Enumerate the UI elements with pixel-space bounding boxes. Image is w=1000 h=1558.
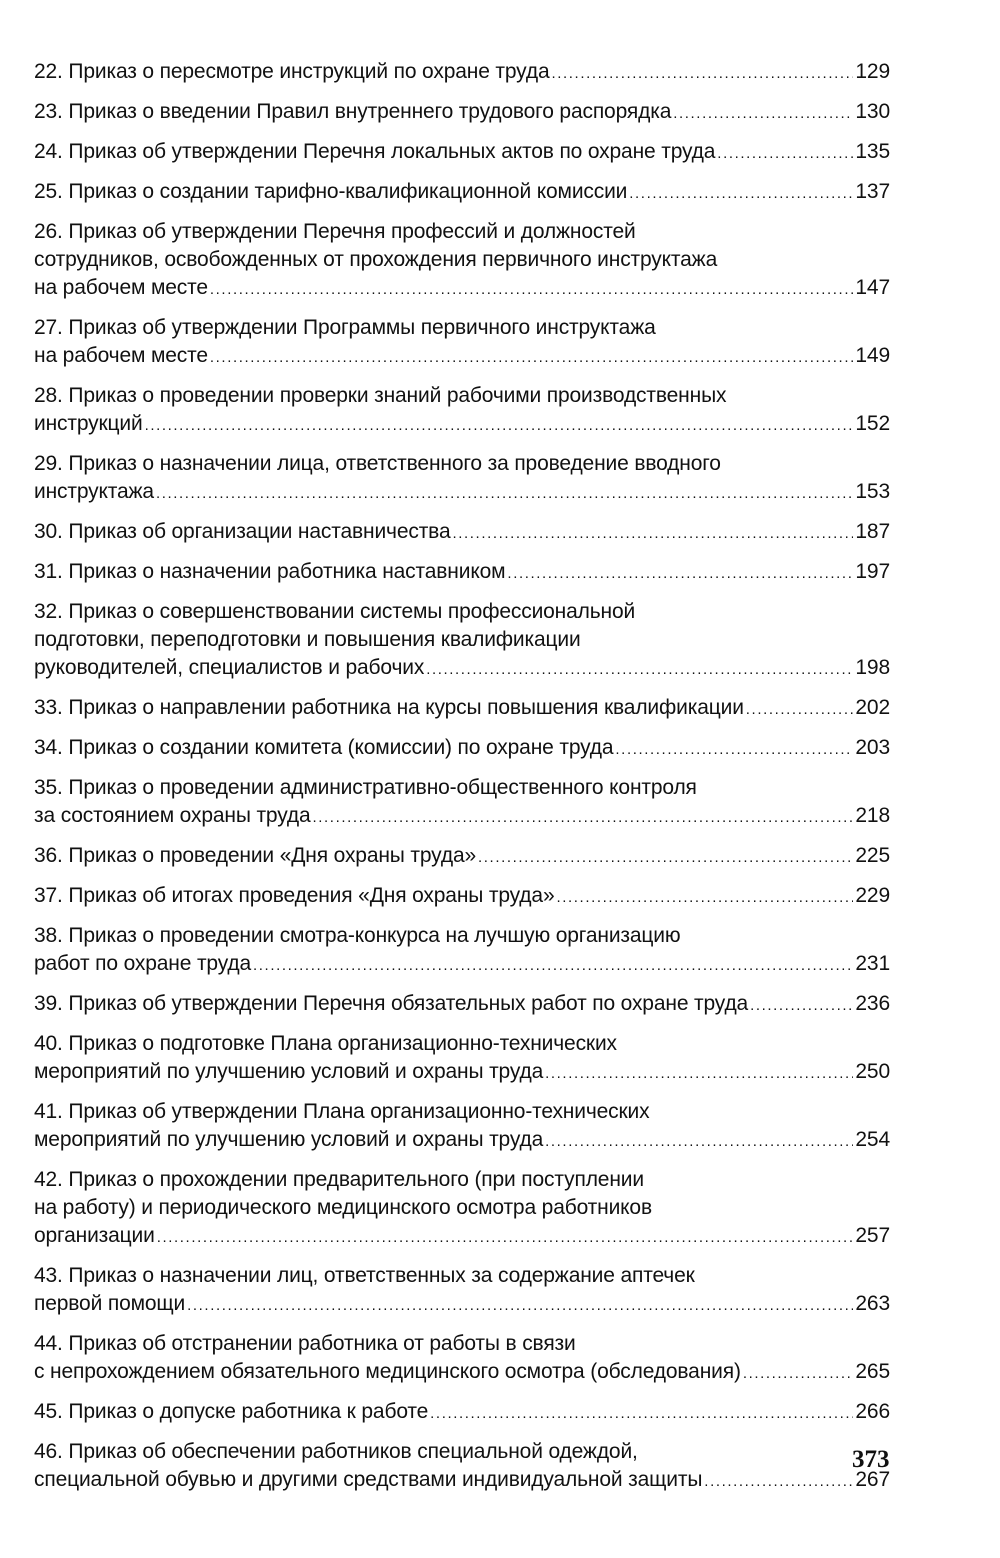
dot-leader [507,560,853,588]
toc-entry-title: мероприятий по улучшению условий и охраны труда [34,1128,544,1151]
toc-entry-last-line [34,950,890,980]
toc-entry-title: 25. Приказ о создании тарифно-квалификационной комиссии [34,180,628,203]
toc-entry-last-line [34,1466,890,1496]
toc-entry-last-line [34,1222,890,1252]
toc-entry-line: 43. Приказ о назначении лиц, ответственных за содержание аптечек [34,1264,695,1287]
toc-entry-title: первой помощи [34,1292,186,1315]
toc-entry [34,1098,890,1156]
toc-entry-line: 26. Приказ об утверждении Перечня профессий и должностей [34,220,636,243]
toc-entry-page: 257 [855,1224,890,1247]
toc-entry-title: с непрохождением обязательного медицинского осмотра (обследования) [34,1360,741,1383]
toc-entry-title: 22. Приказ о пересмотре инструкций по охране труда [34,60,550,83]
toc-entry-title: 24. Приказ об утверждении Перечня локальных актов по охране труда [34,140,716,163]
dot-leader [746,696,854,724]
dot-leader [478,844,853,872]
dot-leader [156,480,853,508]
toc-entry-page: 147 [855,276,890,299]
toc-entry-page: 197 [855,560,890,583]
toc-entry-page: 265 [855,1360,890,1383]
toc-entry-title: 34. Приказ о создании комитета (комиссии) по охране труда [34,736,614,759]
dot-leader [426,656,853,684]
toc-entry [34,382,890,440]
dot-leader [210,344,854,372]
toc-entry [34,1262,890,1320]
toc-entry-page: 263 [855,1292,890,1315]
toc-entry-last-line [34,1058,890,1088]
toc-entry-title: инструктажа [34,480,154,503]
dot-leader [717,140,853,168]
toc-entry-last-line [34,654,890,684]
toc-entry [34,178,890,208]
toc-entry-last-line [34,518,890,548]
toc-entry-title: организации [34,1224,155,1247]
toc-entry [34,98,890,128]
toc-entry-last-line [34,342,890,372]
toc-entry-page: 203 [855,736,890,759]
toc-entry-page: 218 [855,804,890,827]
toc-entry [34,734,890,764]
dot-leader [145,412,854,440]
toc-entry [34,314,890,372]
toc-entry-last-line [34,178,890,208]
dot-leader [210,276,854,304]
toc-entry [34,1166,890,1252]
toc-entry-line: на работу) и периодического медицинского осмотра работников [34,1196,652,1219]
toc-entry [34,1030,890,1088]
toc-entry-line: 44. Приказ об отстранении работника от работы в связи [34,1332,576,1355]
toc-entry-title: 33. Приказ о направлении работника на курсы повышения квалификации [34,696,744,719]
toc-entry [34,58,890,88]
toc-entry-last-line [34,1126,890,1156]
toc-entry-title: мероприятий по улучшению условий и охраны труда [34,1060,544,1083]
dot-leader [615,736,853,764]
toc-entry-page: 202 [855,696,890,719]
table-of-contents [34,58,890,1506]
toc-entry-line: 29. Приказ о назначении лица, ответственного за проведение вводного [34,452,721,475]
toc-entry-line: 46. Приказ об обеспечении работников специальной одеждой, [34,1440,638,1463]
dot-leader [704,1468,853,1496]
page-number: 373 [852,1446,890,1473]
toc-entry-page: 236 [855,992,890,1015]
dot-leader [556,884,853,912]
toc-entry-title: на рабочем месте [34,276,208,299]
dot-leader [430,1400,853,1428]
toc-entry-last-line [34,98,890,128]
toc-entry-page: 187 [855,520,890,543]
toc-entry [34,922,890,980]
toc-entry-page: 267 [855,1468,890,1491]
toc-entry-page: 149 [855,344,890,367]
toc-entry-last-line [34,1358,890,1388]
dot-leader [187,1292,853,1320]
dot-leader [452,520,853,548]
toc-entry-line: 28. Приказ о проведении проверки знаний рабочими производственных [34,384,727,407]
toc-entry-last-line [34,138,890,168]
toc-entry-page: 153 [855,480,890,503]
dot-leader [551,60,853,88]
toc-entry [34,518,890,548]
toc-entry-last-line [34,58,890,88]
toc-entry-title: инструкций [34,412,143,435]
toc-entry-title: 23. Приказ о введении Правил внутреннего трудового распорядка [34,100,672,123]
toc-entry-title: 30. Приказ об организации наставничества [34,520,451,543]
dot-leader [750,992,853,1020]
dot-leader [629,180,853,208]
toc-entry-page: 129 [855,60,890,83]
toc-entry-page: 229 [855,884,890,907]
toc-entry-page: 135 [855,140,890,163]
toc-entry [34,774,890,832]
toc-entry-last-line [34,1290,890,1320]
dot-leader [313,804,854,832]
toc-entry-last-line [34,1398,890,1428]
toc-entry-last-line [34,478,890,508]
toc-entry-last-line [34,990,890,1020]
toc-entry-page: 250 [855,1060,890,1083]
dot-leader [545,1128,853,1156]
toc-entry-page: 130 [855,100,890,123]
toc-entry-last-line [34,694,890,724]
toc-entry-last-line [34,274,890,304]
dot-leader [545,1060,853,1088]
toc-entry-line: подготовки, переподготовки и повышения квалификации [34,628,581,651]
toc-entry [34,1398,890,1428]
toc-entry-line: 32. Приказ о совершенствовании системы профессиональной [34,600,636,623]
toc-entry-last-line [34,558,890,588]
toc-entry-line: 38. Приказ о проведении смотра-конкурса на лучшую организацию [34,924,681,947]
toc-entry-title: руководителей, специалистов и рабочих [34,656,425,679]
dot-leader [253,952,853,980]
toc-entry-page: 137 [855,180,890,203]
toc-entry-title: 37. Приказ об итогах проведения «Дня охраны труда» [34,884,555,907]
toc-entry-title: на рабочем месте [34,344,208,367]
toc-entry-last-line [34,842,890,872]
toc-entry-page: 198 [855,656,890,679]
dot-leader [157,1224,854,1252]
toc-entry-last-line [34,882,890,912]
toc-entry-title: 36. Приказ о проведении «Дня охраны труда» [34,844,477,867]
dot-leader [743,1360,854,1388]
toc-entry [34,990,890,1020]
toc-entry [34,1438,890,1496]
toc-entry-line: 27. Приказ об утверждении Программы первичного инструктажа [34,316,656,339]
toc-entry [34,218,890,304]
toc-entry-page: 266 [855,1400,890,1423]
toc-entry [34,598,890,684]
toc-entry-title: 31. Приказ о назначении работника наставником [34,560,506,583]
toc-entry [34,694,890,724]
toc-entry-page: 254 [855,1128,890,1151]
toc-entry [34,138,890,168]
toc-entry-last-line [34,410,890,440]
dot-leader [673,100,853,128]
toc-entry-page: 225 [855,844,890,867]
toc-entry-last-line [34,802,890,832]
toc-entry-page: 152 [855,412,890,435]
toc-entry-title: 45. Приказ о допуске работника к работе [34,1400,429,1423]
toc-entry [34,450,890,508]
toc-entry [34,882,890,912]
toc-entry-line: сотрудников, освобожденных от прохождения первичного инструктажа [34,248,718,271]
toc-entry-line: 40. Приказ о подготовке Плана организационно-технических [34,1032,617,1055]
toc-entry-last-line [34,734,890,764]
toc-entry [34,558,890,588]
toc-entry-title: специальной обувью и другими средствами индивидуальной защиты [34,1468,703,1491]
toc-entry-line: 35. Приказ о проведении административно-общественного контроля [34,776,697,799]
toc-entry-line: 41. Приказ об утверждении Плана организационно-технических [34,1100,650,1123]
toc-entry [34,842,890,872]
toc-entry-line: 42. Приказ о прохождении предварительного (при поступлении [34,1168,644,1191]
toc-entry-title: 39. Приказ об утверждении Перечня обязательных работ по охране труда [34,992,749,1015]
toc-entry-title: за состоянием охраны труда [34,804,311,827]
toc-entry-title: работ по охране труда [34,952,252,975]
toc-entry-page: 231 [855,952,890,975]
toc-entry [34,1330,890,1388]
